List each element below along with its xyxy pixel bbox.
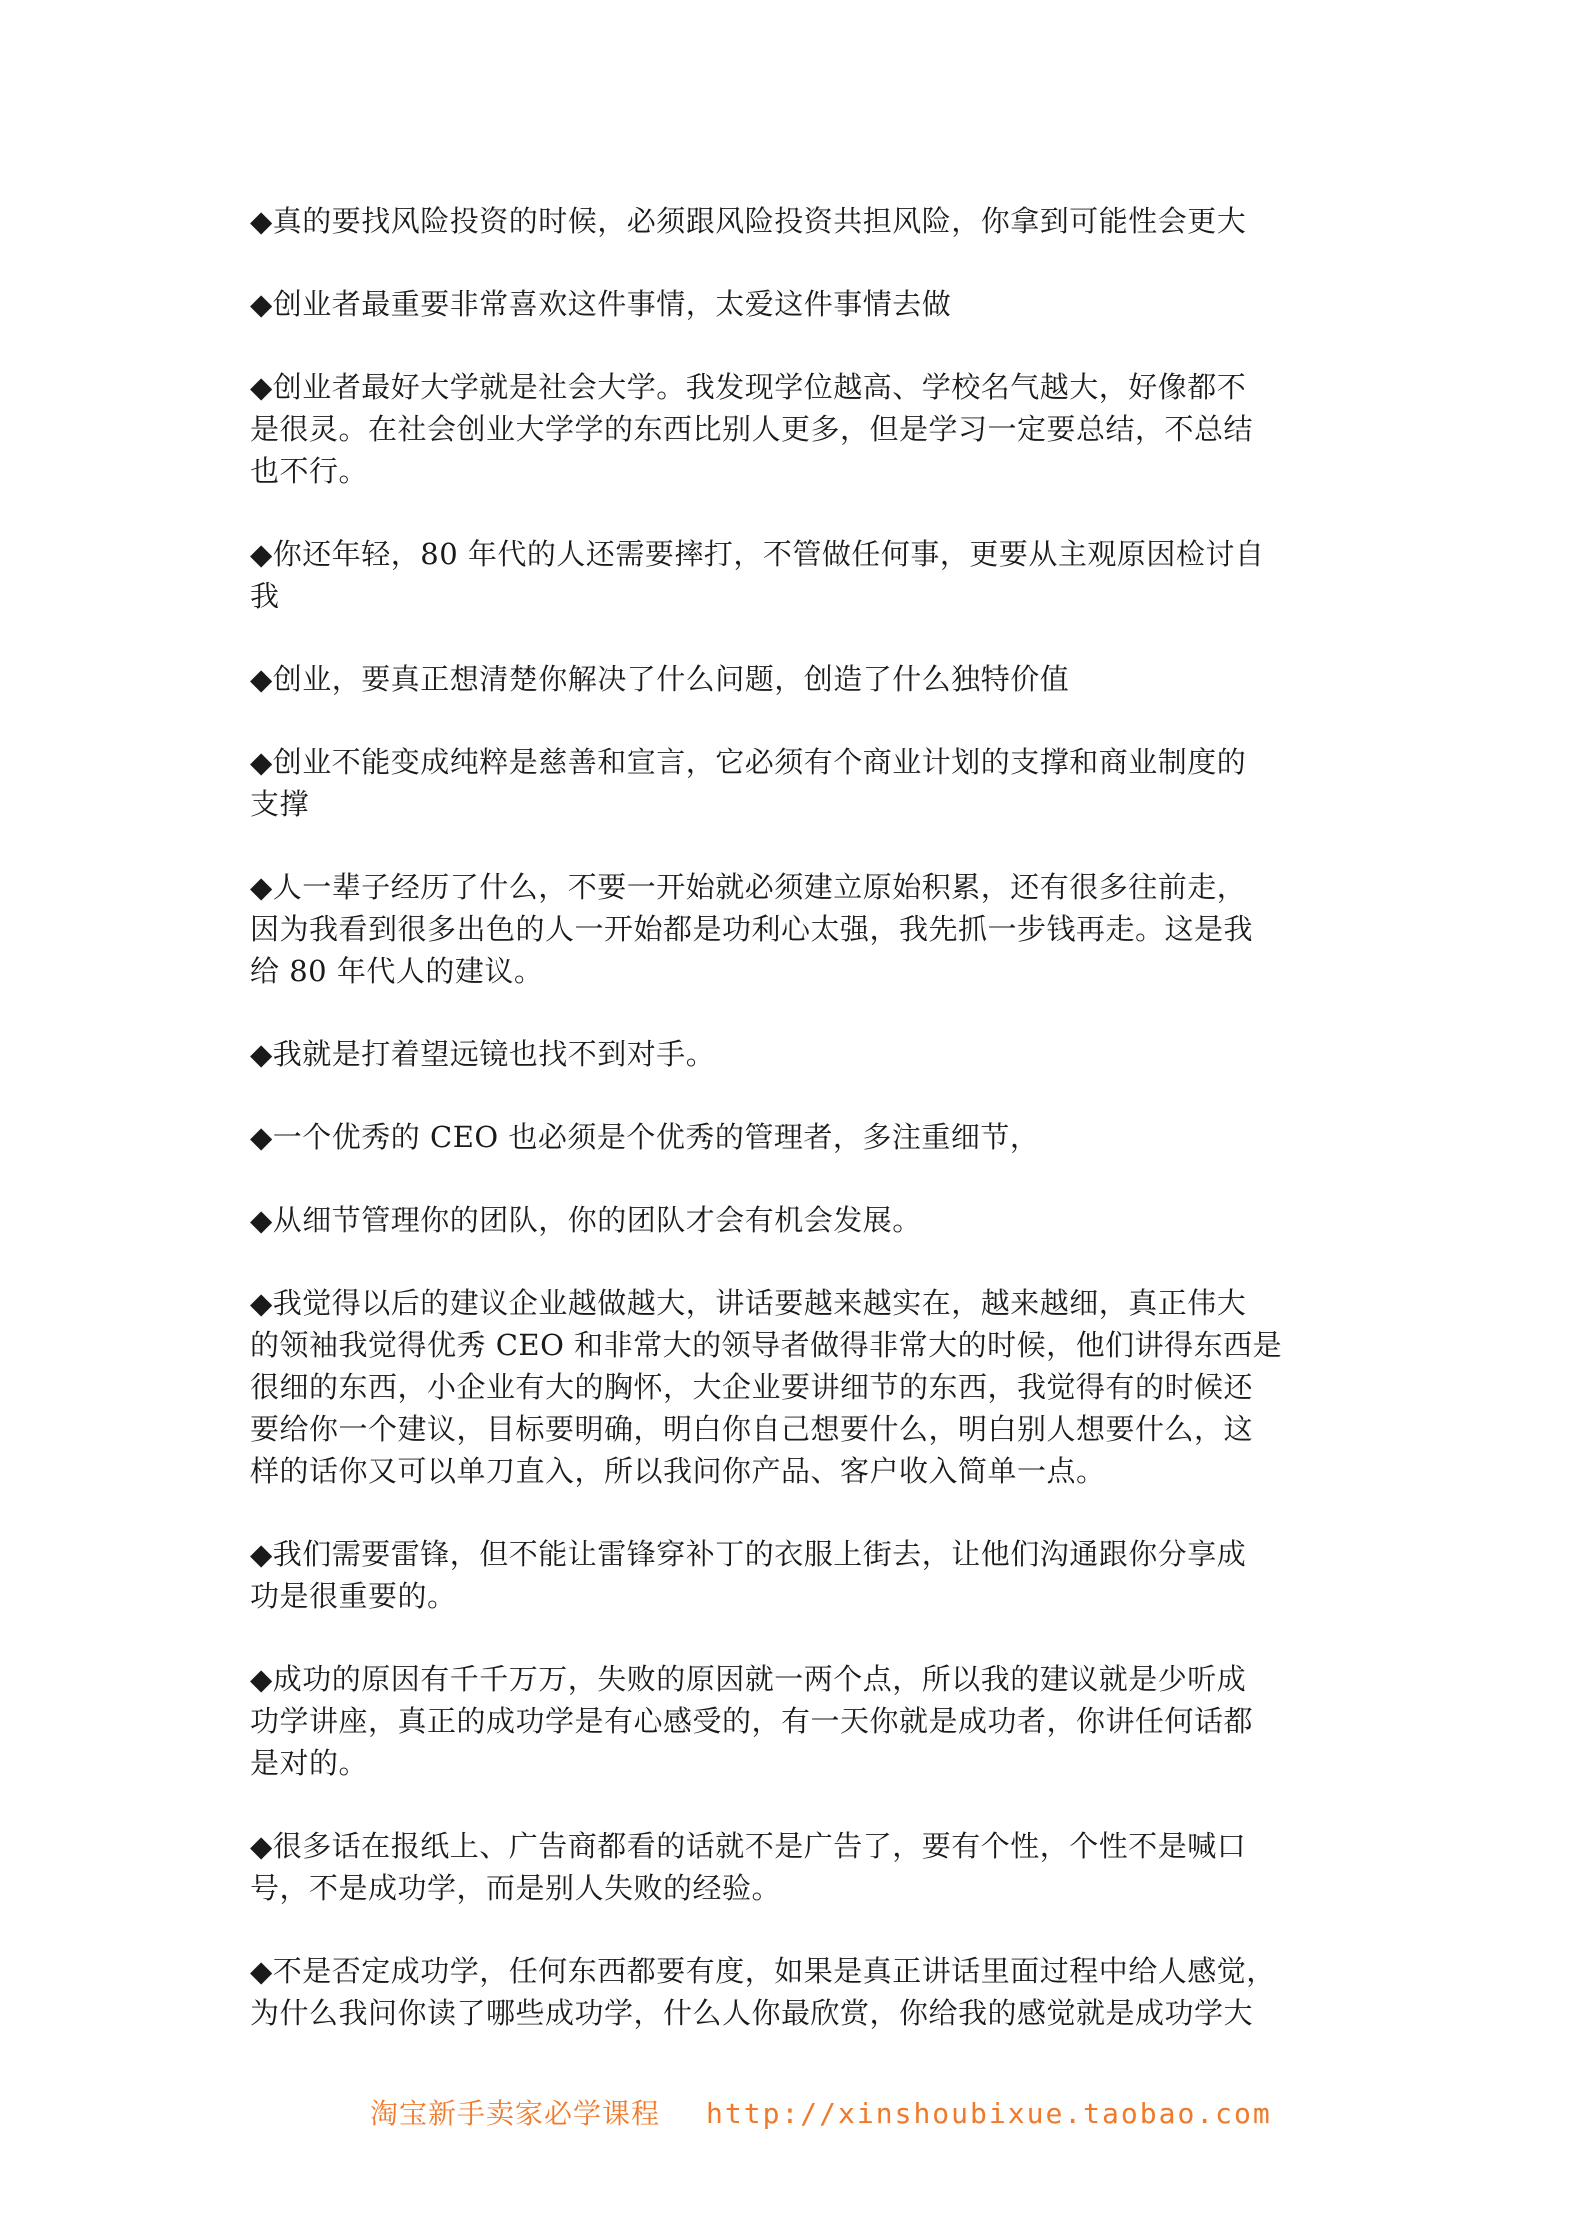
paragraph-12: ◆我们需要雷锋，但不能让雷锋穿补丁的衣服上街去，让他们沟通跟你分享成 功是很重要的。 (250, 1537, 1247, 1613)
paragraph-2: ◆创业者最重要非常喜欢这件事情，太爱这件事情去做 (250, 287, 952, 321)
paragraph-14: ◆很多话在报纸上、广告商都看的话就不是广告了，要有个性，个性不是喊口 号，不是成功学，而是别人失败的经验。 (250, 1829, 1247, 1905)
page-footer (370, 2092, 1272, 2132)
paragraph-1: ◆真的要找风险投资的时候，必须跟风险投资共担风险，你拿到可能性会更大 (250, 204, 1247, 238)
footer-url-link[interactable]: http://xinshoubixue.taobao.com (706, 2097, 1272, 2130)
paragraph-8: ◆我就是打着望远镜也找不到对手。 (250, 1037, 716, 1071)
paragraph-5: ◆创业，要真正想清楚你解决了什么问题，创造了什么独特价值 (250, 662, 1070, 696)
paragraph-13: ◆成功的原因有千千万万，失败的原因就一两个点，所以我的建议就是少听成 功学讲座，真正的成功学是有心感受的，有一天你就是成功者，你讲任何话都 是对的。 (250, 1662, 1254, 1780)
paragraph-6: ◆创业不能变成纯粹是慈善和宣言，它必须有个商业计划的支撑和商业制度的 支撑 (250, 745, 1247, 821)
document-body (250, 200, 1350, 2075)
paragraph-15: ◆不是否定成功学，任何东西都要有度，如果是真正讲话里面过程中给人感觉， 为什么我问你读了哪些成功学，什么人你最欣赏，你给我的感觉就是成功学大 (250, 1954, 1276, 2030)
paragraph-3: ◆创业者最好大学就是社会大学。我发现学位越高、学校名气越大，好像都不 是很灵。在社会创业大学学的东西比别人更多，但是学习一定要总结，不总结 也不行。 (250, 370, 1254, 488)
paragraph-9: ◆一个优秀的 CEO 也必须是个优秀的管理者，多注重细节， (250, 1120, 1040, 1154)
paragraph-7: ◆人一辈子经历了什么，不要一开始就必须建立原始积累，还有很多往前走， 因为我看到很多出色的人一开始都是功利心太强，我先抓一步钱再走。这是我 给 80 年代人的建议。 (250, 870, 1254, 988)
paragraph-10: ◆从细节管理你的团队，你的团队才会有机会发展。 (250, 1203, 922, 1237)
paragraph-11: ◆我觉得以后的建议企业越做越大，讲话要越来越实在，越来越细，真正伟大 的领袖我觉得优秀 CEO 和非常大的领导者做得非常大的时候，他们讲得东西是 很细的东西，小企业有大的胸怀，大企业要讲细节的东西，我觉得有的时候还 要给你一个建议，目标要明确，明白你自己想要什么，明白别人想要什么，这 样的话你又可以单刀直入，所以我问你产品、客户收入简单一点。 (250, 1286, 1283, 1488)
footer-title: 淘宝新手卖家必学课程 (370, 2097, 661, 2130)
paragraph-4: ◆你还年轻，80 年代的人还需要摔打，不管做任何事，更要从主观原因检讨自 我 (250, 537, 1265, 613)
